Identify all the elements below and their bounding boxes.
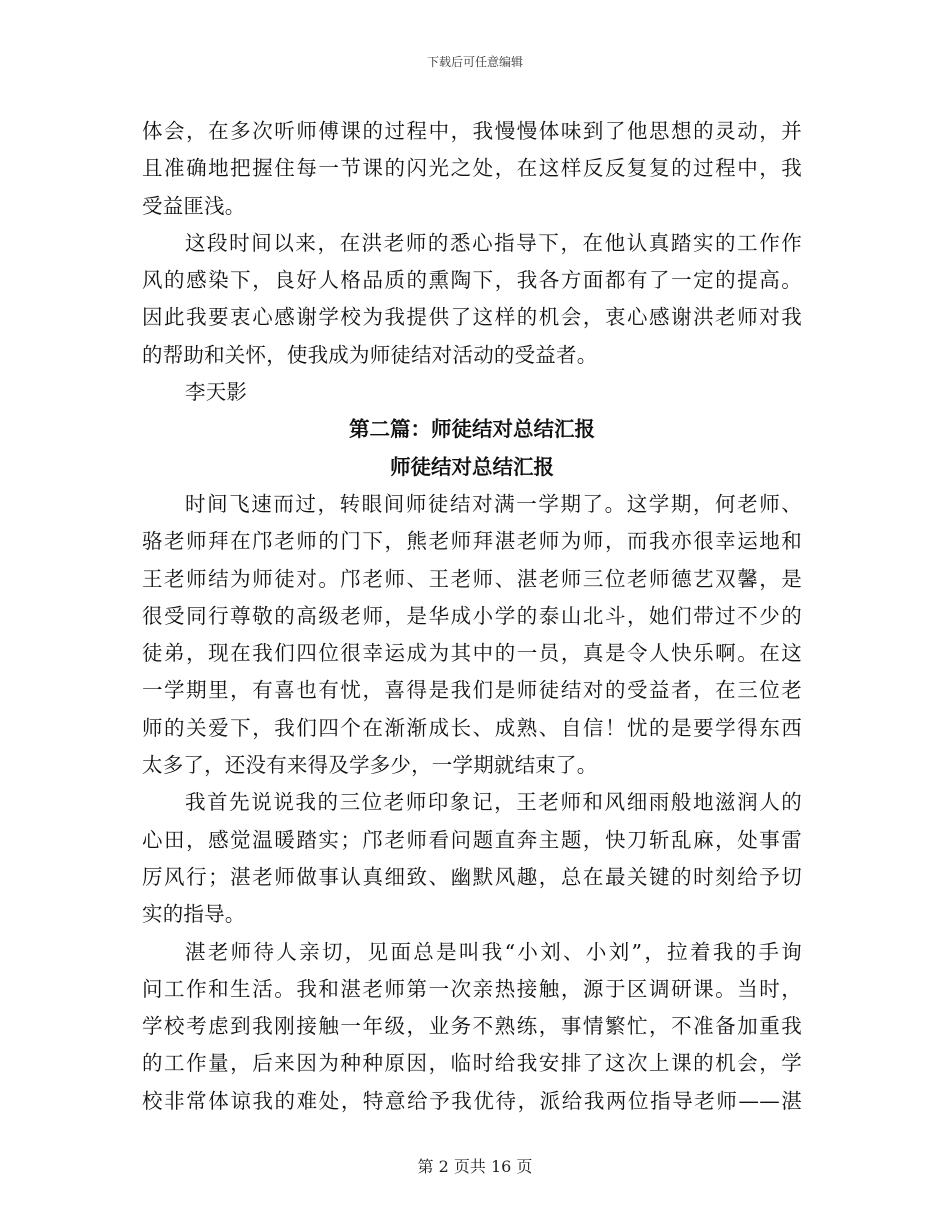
signature: 李天影 [185, 380, 248, 405]
text-line: 的帮助和关怀，使我成为师徒结对活动的受益者。 [142, 342, 598, 367]
paragraph-3 [142, 486, 802, 784]
text-line: 一学期里，有喜也有忧，喜得是我们是师徒结对的受益者，在三位老 [142, 678, 802, 703]
text-line: 校非常体谅我的难处，特意给予我优待，派给我两位指导老师——湛 [142, 1088, 802, 1113]
paragraph-1 [142, 113, 802, 225]
text-line: 我首先说说我的三位老师印象记，王老师和风细雨般地滋润人的 [185, 790, 802, 815]
text-line: 受益匪浅。 [142, 193, 246, 218]
text-line: 湛老师待人亲切，见面总是叫我“小刘、小刘”，拉着我的手询 [185, 939, 802, 964]
text-line: 因此我要衷心感谢学校为我提供了这样的机会，衷心感谢洪老师对我 [142, 305, 802, 330]
text-line: 王老师结为师徒对。邝老师、王老师、湛老师三位老师德艺双馨，是 [142, 566, 802, 591]
section-subheading: 师徒结对总结汇报 [390, 454, 554, 479]
text-line: 太多了，还没有来得及学多少，一学期就结束了。 [142, 753, 598, 778]
text-line: 实的指导。 [142, 902, 246, 927]
text-line: 厉风行；湛老师做事认真细致、幽默风趣，总在最关键的时刻给予切 [142, 864, 802, 889]
text-line: 体会，在多次听师傅课的过程中，我慢慢体味到了他思想的灵动，并 [142, 119, 802, 143]
document-body [142, 113, 802, 1120]
text-line: 徒弟，现在我们四位很幸运成为其中的一员，真是令人快乐啊。在这 [142, 641, 802, 666]
text-line: 学校考虑到我刚接触一年级，业务不熟练，事情繁忙，不准备加重我 [142, 1014, 802, 1039]
text-line: 的工作量，后来因为种种原因，临时给我安排了这次上课的机会，学 [142, 1051, 802, 1076]
page-header: 下载后可任意编辑 [426, 55, 523, 69]
text-line: 心田，感觉温暖踏实；邝老师看问题直奔主题，快刀斩乱麻，处事雷 [142, 827, 802, 852]
paragraph-4 [142, 784, 802, 933]
section-heading: 第二篇：师徒结对总结汇报 [349, 417, 595, 442]
text-line: 很受同行尊敬的高级老师，是华成小学的泰山北斗，她们带过不少的 [142, 603, 802, 628]
text-line: 风的感染下，良好人格品质的熏陶下，我各方面都有了一定的提高。 [142, 268, 802, 293]
text-line: 这段时间以来，在洪老师的悉心指导下，在他认真踏实的工作作 [185, 230, 802, 255]
page-footer: 第 2 页共 16 页 [417, 1157, 533, 1176]
paragraph-5 [142, 934, 802, 1120]
text-line: 时间飞速而过，转眼间师徒结对满一学期了。这学期，何老师、 [185, 491, 802, 516]
text-line: 骆老师拜在邝老师的门下，熊老师拜湛老师为师，而我亦很幸运地和 [142, 529, 802, 554]
text-line: 且准确地把握住每一节课的闪光之处，在这样反反复复的过程中，我 [142, 156, 802, 181]
text-line: 师的关爱下，我们四个在渐渐成长、成熟、自信！忧的是要学得东西 [142, 715, 802, 740]
paragraph-2 [142, 225, 802, 374]
text-line: 问工作和生活。我和湛老师第一次亲热接触，源于区调研课。当时， [142, 976, 802, 1001]
